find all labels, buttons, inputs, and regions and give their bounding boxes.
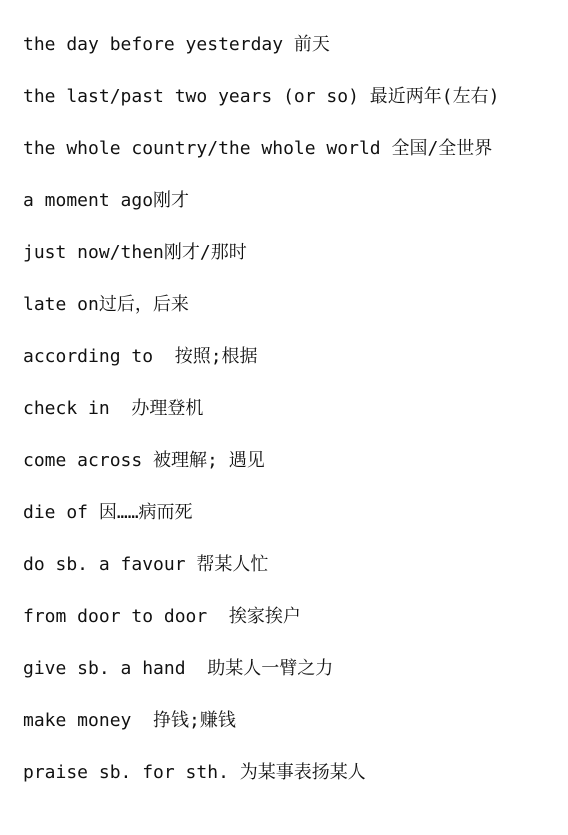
phrase-line: just now/then刚才/那时 bbox=[23, 242, 247, 263]
phrase-line: praise sb. for sth. 为某事表扬某人 bbox=[23, 762, 366, 783]
phrase-line: a moment ago刚才 bbox=[23, 190, 190, 211]
phrase-line: from door to door 挨家挨户 bbox=[23, 606, 301, 627]
phrase-line: give sb. a hand 助某人一臂之力 bbox=[23, 658, 334, 679]
phrase-line: come across 被理解; 遇见 bbox=[23, 450, 265, 471]
phrase-line: the whole country/the whole world 全国/全世界 bbox=[23, 138, 493, 159]
phrase-line: do sb. a favour 帮某人忙 bbox=[23, 554, 269, 575]
phrase-line: the last/past two years (or so) 最近两年(左右) bbox=[23, 86, 500, 107]
phrase-line: late on过后，后来 bbox=[23, 294, 189, 315]
phrase-line: die of 因……病而死 bbox=[23, 502, 193, 523]
phrase-line: make money 挣钱;赚钱 bbox=[23, 710, 236, 731]
phrase-line: the day before yesterday 前天 bbox=[23, 34, 330, 55]
phrase-line: according to 按照;根据 bbox=[23, 346, 258, 367]
phrase-list bbox=[23, 31, 563, 811]
phrase-line: check in 办理登机 bbox=[23, 398, 204, 419]
